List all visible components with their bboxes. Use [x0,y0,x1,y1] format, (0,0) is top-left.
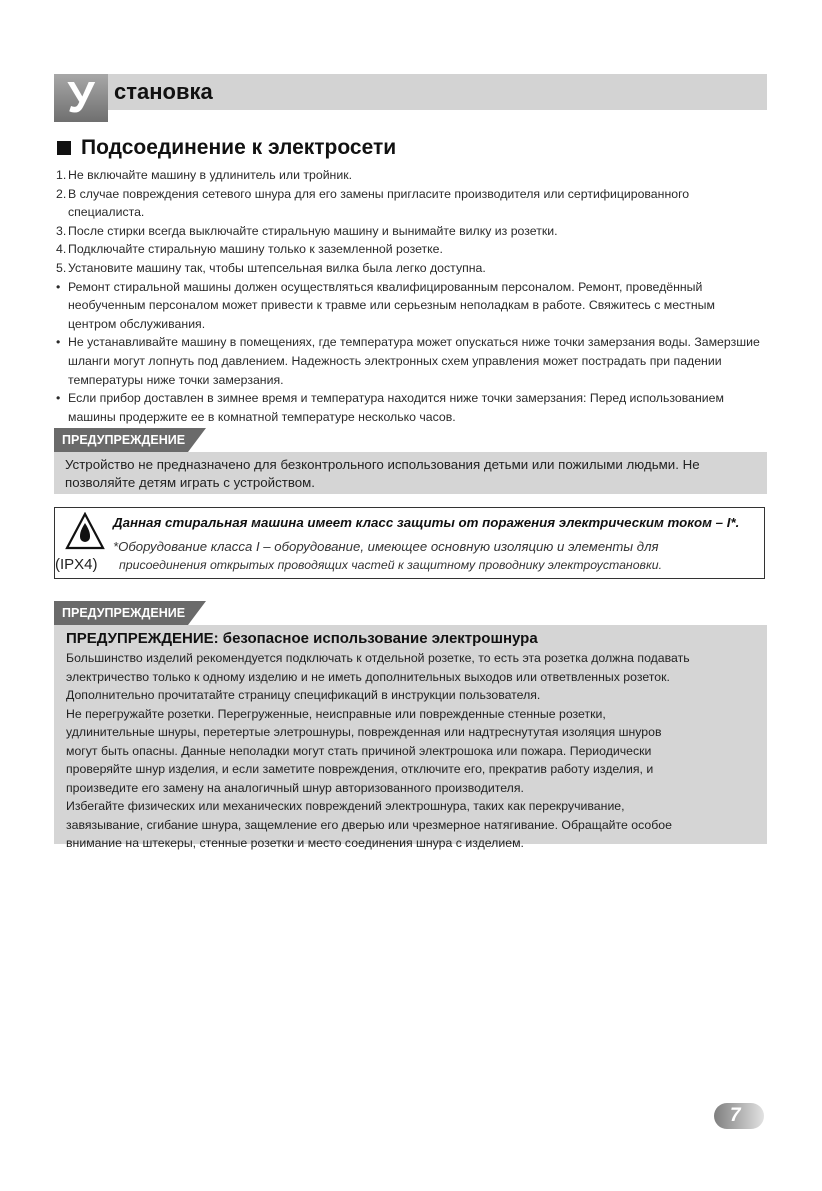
cord-safety-text [66,649,762,853]
section-header [54,74,767,122]
list-item: • Ремонт стиральной машины должен осуществляться квалифицированным персоналом. Ремонт, проведённый необученным персоналом может привести к травме или серьезным неполадкам в работе. Свяжитесь с местным центром обслуживания. [56,279,715,331]
cord-safety-heading: ПРЕДУПРЕЖДЕНИЕ: безопасное использование электрошнура [66,630,538,647]
list-item: 4. Подключайте стиральную машину только к заземленной розетке. [56,242,443,257]
list-item: 2. В случае повреждения сетевого шнура для его замены пригласите производителя или сертифицированного специалиста. [56,186,690,220]
subsection-title [57,134,396,162]
text-line: Дополнительно прочитатайте страницу спецификаций в инструкции пользователя. [66,688,541,702]
warning-label: ПРЕДУПРЕЖДЕНИЕ [54,428,188,452]
text-line: Большинство изделий рекомендуется подключать к отдельной розетке, то есть эта розетка должна подавать [66,651,690,665]
text-line: удлинительные шнуры, перетертые элетрошнуры, поврежденная или надтреснутутая изоляция шнуров [66,725,662,739]
protection-class-statement: Данная стиральная машина имеет класс защиты от поражения электрическим током – I*. [113,515,740,530]
cord-safety-box [54,625,767,850]
text-line: завязывание, сгибание шнура, защемление его дверью или чрезмерное натягивание. Обращайте особое [66,817,672,832]
subsection-title-text: Подсоединение к электросети [81,136,397,159]
text-line: электричество только к одному изделию и не иметь дополнительных выходов или ответвленных розеток. [66,669,670,684]
list-item: • Если прибор доставлен в зимнее время и температура находится ниже точки замерзания: Перед использованием машины продержите ее в комнатной температуре несколько часов. [56,391,724,424]
warning-box [54,452,767,494]
text-line: Не перегружайте розетки. Перегруженные, неисправные или поврежденные стенные розетки, [66,706,606,721]
square-bullet-icon [57,141,71,155]
list-item: 5. Установите машину так, чтобы штепсельная вилка была легко доступна. [56,260,486,275]
class-definition-line-1: *Оборудование класса I – оборудование, имеющее основную изоляцию и элементы для [113,539,659,554]
page-number: 7 [730,1105,741,1126]
class-definition-line-2: присоединения открытых проводящих частей к защитному проводнику электроустановки. [119,558,663,572]
warning-label: ПРЕДУПРЕЖДЕНИЕ [54,601,188,625]
text-line: внимание на штекеры, стенные розетки и место соединения шнура с изделием. [66,836,524,850]
warning-text: Устройство не предназначено для безконтрольного использования детьми или пожилыми людьми. Не позволяйте детям играть с устройством. [65,457,700,490]
text-line: проверяйте шнур изделия, и если заметите повреждения, отключите его, прекратив работу изделия, и [66,762,654,776]
text-line: Избегайте физических или механических повреждений электрошнура, таких как перекручивание, [66,799,625,813]
ipx-rating: (IPX4) [55,556,98,573]
text-line: произведите его замену на аналогичный шнур авторизованного производителя. [66,780,524,795]
list-item: 3. После стирки всегда выключайте стиральную машину и вынимайте вилку из розетки. [56,223,558,238]
list-item: • Не устанавливайте машину в помещениях, где температура может опускаться ниже точки замерзания воды. Замерзшие шланги могут лопнуть под давлением. Надежность электронных схем управления может пострадать при падении температуры ниже точки замерзания. [56,335,760,387]
list-item: 1. Не включайте машину в удлинитель или тройник. [56,168,353,182]
section-header-title: становка [114,79,213,104]
page-number-badge [708,1101,766,1131]
section-header-initial: У [54,74,108,122]
text-line: могут быть опасны. Данные неполадки могут стать причиной электрошока или пожара. Периодически [66,743,652,758]
instruction-list [56,166,766,426]
protection-class-box [54,507,765,579]
warning-triangle-icon [65,512,105,552]
